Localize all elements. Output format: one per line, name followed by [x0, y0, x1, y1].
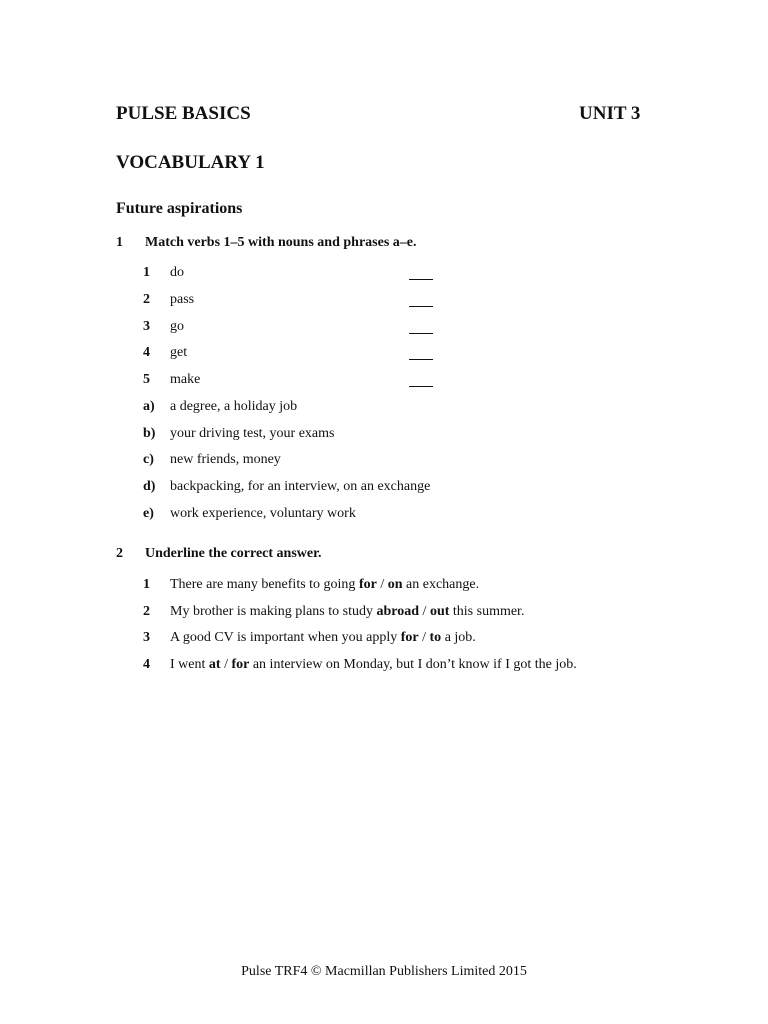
sentence-end: this summer. — [449, 604, 525, 619]
sentence-number: 2 — [143, 604, 150, 619]
verb-number: 2 — [143, 292, 150, 307]
sentence-number: 4 — [143, 657, 150, 672]
sentence — [170, 604, 524, 620]
answer-blank[interactable] — [409, 359, 433, 360]
exercise-1-instruction: Match verbs 1–5 with nouns and phrases a–e. — [145, 235, 417, 250]
phrase-text: work experience, voluntary work — [170, 506, 356, 521]
header-title: PULSE BASICS — [116, 103, 251, 124]
phrase-text: a degree, a holiday job — [170, 399, 298, 414]
sentence-end: a job. — [441, 630, 476, 645]
option-separator: / — [376, 577, 388, 592]
verb-text: pass — [170, 292, 195, 307]
exercise-2-number: 2 — [116, 546, 123, 561]
option-1[interactable]: abroad — [376, 604, 420, 619]
option-1[interactable]: at — [208, 657, 221, 672]
phrase-letter: c) — [143, 452, 154, 467]
verb-text: make — [170, 372, 201, 387]
answer-blank[interactable] — [409, 279, 433, 280]
phrase-letter: a) — [143, 399, 155, 414]
sentence-end: an exchange. — [402, 577, 480, 592]
option-separator: / — [418, 630, 430, 645]
option-1[interactable]: for — [358, 577, 377, 592]
verb-number: 5 — [143, 372, 150, 387]
phrase-letter: d) — [143, 479, 156, 494]
option-2[interactable]: on — [387, 577, 403, 592]
option-2[interactable]: for — [231, 657, 250, 672]
sentence-start: A good CV is important when you apply — [170, 630, 401, 645]
phrase-text: your driving test, your exams — [170, 426, 335, 441]
answer-blank[interactable] — [409, 333, 433, 334]
verb-text: get — [170, 345, 188, 360]
exercise-1-number: 1 — [116, 235, 123, 250]
page-footer: Pulse TRF4 © Macmillan Publishers Limited 2015 — [241, 964, 527, 979]
option-2[interactable]: out — [429, 604, 450, 619]
phrase-letter: b) — [143, 426, 156, 441]
sentence-number: 1 — [143, 577, 150, 592]
phrase-text: new friends, money — [170, 452, 281, 467]
answer-blank[interactable] — [409, 306, 433, 307]
option-2[interactable]: to — [429, 630, 442, 645]
verb-number: 3 — [143, 319, 150, 334]
sentence-end: an interview on Monday, but I don’t know if I got the job. — [249, 657, 577, 672]
sentence — [170, 577, 479, 593]
sentence-start: My brother is making plans to study — [170, 604, 377, 619]
page-title: VOCABULARY 1 — [116, 152, 265, 173]
sentence-number: 3 — [143, 630, 150, 645]
verb-number: 1 — [143, 265, 150, 280]
section-heading: Future aspirations — [116, 200, 243, 217]
sentence-start: There are many benefits to going — [170, 577, 359, 592]
verb-text: do — [170, 265, 184, 280]
phrase-letter: e) — [143, 506, 154, 521]
answer-blank[interactable] — [409, 386, 433, 387]
option-1[interactable]: for — [400, 630, 419, 645]
sentence — [170, 657, 577, 673]
verb-number: 4 — [143, 345, 150, 360]
unit-label: UNIT 3 — [579, 103, 641, 124]
phrase-text: backpacking, for an interview, on an exchange — [170, 479, 431, 494]
sentence-start: I went — [170, 657, 209, 672]
sentence — [170, 630, 476, 646]
option-separator: / — [220, 657, 232, 672]
verb-text: go — [170, 319, 184, 334]
option-separator: / — [419, 604, 430, 619]
exercise-2-instruction: Underline the correct answer. — [145, 546, 322, 561]
